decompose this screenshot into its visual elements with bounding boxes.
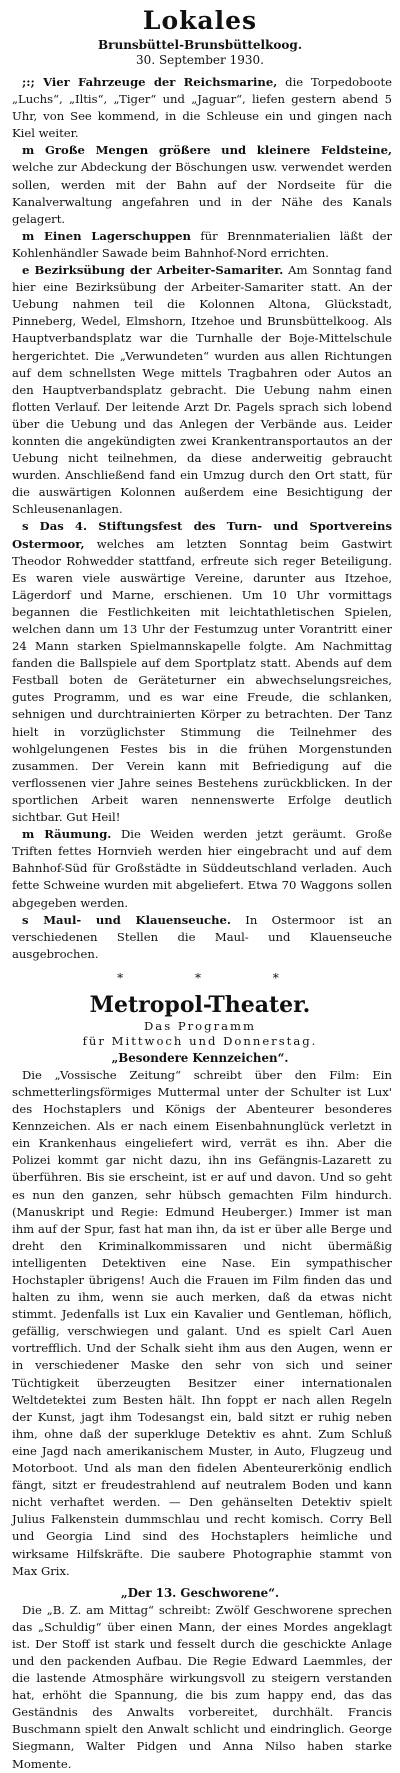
news-item <box>12 262 392 518</box>
film2-title: „Der 13. Geschworene“. <box>120 1585 280 1600</box>
news-item-body: die Torpedoboote „Luchs“, „Iltis“, „Tiger“ und „Jaguar“, liefen gestern abend 5 Uhr, von See kommend, in die Schleuse ein und gingen nach Kiel weiter. <box>12 75 392 141</box>
news-item-body: In Ostermoor ist an verschiedenen Stellen die Maul- und Klauenseuche ausgebrochen. <box>12 912 393 961</box>
program-line-1: Das Programm <box>143 1018 257 1033</box>
film1-title: „Besondere Kennzeichen“. <box>111 1050 289 1065</box>
news-item-body: Am Sonntag fand hier eine Bezirksübung der Arbeiter-Samariter statt. An der Uebung nahmen teil die Kolonnen Altona, Glückstadt, Pinneberg, Wedel, Elmshorn, Itzehoe und Brunsbüttelkoog. Als Hauptverbandsplatz war die Turnhalle der Boje-Mittelschule hergerichtet. Die „Verwundeten“ wurden aus allen Richtungen auf dem schnellsten Wege mittels Tragbahren oder Autos an den Hauptverbandsplatz gebracht. Die Uebung nahm einen flotten Verlauf. Der leitende Arzt Dr. Pagels sprach sich lobend über die Uebung und das Anlegen der Verbände aus. Leider konnten die angekündigten zwei Krankentransportautos an der Uebung nicht teilnehmen, da diese anderweitig gebraucht wurden. Anschließend fand ein Umzug durch den Ort statt, für die auswärtigen Kolonnen außerdem eine Besichtigung der Schleusenanlagen. <box>12 263 392 517</box>
film2-review: Die „B. Z. am Mittag“ schreibt: Zwölf Geschworene sprechen das „Schuldig“ über einen Mann, der eines Mordes angeklagt ist. Der Stoff ist stark und fesselt durch die geschickte Anlage und den packenden Aufbau. Die Regie Edward Laemmles, der die lastende Atmosphäre wirkungsvoll zu steigern verstanden hat, erhöht die Spannung, die bis zum happy end, das das Geständnis des Anwalts vorbereitet, durchhält. Francis Buschmann spielt den Anwalt schlicht und eindringlich. George Siegmann, Walter Pidgen und Anna Nilso haben starke Momente. <box>12 1602 392 1771</box>
news-item <box>12 74 392 142</box>
news-item-lead: m Große Mengen größere und kleinere Feldsteine, <box>22 143 392 158</box>
news-item <box>12 826 392 911</box>
news-item-lead: m Einen Lagerschuppen <box>22 228 191 243</box>
news-item-lead: ;:; Vier Fahrzeuge der Reichsmarine, <box>22 75 278 89</box>
film2-review-block <box>0 1602 400 1773</box>
news-item-lead: s Das 4. Stiftungsfest des Turn- und Sportvereins Ostermoor, <box>12 519 392 551</box>
film1-review-block <box>0 1067 400 1580</box>
theater-section <box>0 991 400 1773</box>
section-divider: * * * <box>117 970 313 985</box>
dateline-date: 30. September 1930. <box>136 53 264 67</box>
news-item-lead: e Bezirksübung der Arbeiter-Samariter. <box>22 263 284 278</box>
program-line-2: für Mittwoch und Donnerstag. <box>82 1033 318 1048</box>
news-item <box>12 518 392 826</box>
news-item-lead: s Maul- und Klauenseuche. <box>22 912 231 927</box>
news-item-body: für Brennmaterialien läßt der Kohlenhändler Sawade beim Bahnhof-Nord errichten. <box>12 228 392 260</box>
section-title: Lokales <box>142 6 258 35</box>
news-item-body: welche zur Abdeckung der Böschungen usw. verwendet werden sollen, werden mit der Bahn auf der Nordseite für die Kanalverwaltung angefahren und in der Nähe des Kanals gelagert. <box>12 160 392 226</box>
film1-review: Die „Vossische Zeitung“ schreibt über den Film: Ein schmetterlingsförmiges Muttermal unter der Schulter ist Lux' des Hochstaplers und Königs der Abenteurer besonderes Kennzeichen. Als er nach einem Eisenbahnunglück verletzt in ein Krankenhaus eingeliefert wird, verrät es ihn. Aber die Polizei kommt gar nicht dazu, ihn ins Gefängnis-Lazarett zu überführen. Bis sie erscheint, ist er auf und davon. Und so geht es nun den ganzen, sehr hübsch gemachten Film hindurch. (Manuskript und Regie: Edmund Heuberger.) Immer ist man ihm auf der Spur, fast hat man ihn, da ist er über alle Berge und dreht den Kriminalkommissaren und nicht übermäßig intelligenten Detektiven eine Nase. Ein sympathischer Hochstapler übrigens! Auch die Frauen im Film finden das und halten zu ihm, wenn sie auch merken, daß da etwas nicht stimmt. Jedenfalls ist Lux ein Kavalier und Gentleman, höflich, gefällig, verschwiegen und galant. Und es spielt Carl Auen vortrefflich. Und der Schalk sieht ihm aus den Augen, wenn er in verschiedener Maske den sehr von sich und seiner Tüchtigkeit überzeugten Besitzer einer internationalen Weltdetektei zum Besten hält. Ihn foppt er nach allen Regeln der Kunst, jagt ihm Todesangst ein, bald sitzt er ruhig neben ihm, ohne daß der superkluge Detektiv es ahnt. Zum Schluß eine Jagd nach amerikanischem Muster, in Auto, Flugzeug und Motorboot. Und als man den fidelen Abenteurerkönig endlich fängt, sitzt er freudestrahlend auf neutralem Boden und kann nicht verhaftet werden. — Den gehänselten Detektiv spielt Julius Falkenstein dummschlau und recht komisch. Corry Bell und Georgia Lind sind des Hochstaplers heimliche und wirksame Hilfskräfte. Die saubere Photographie stammt von Max Grix. <box>12 1067 392 1578</box>
dateline-place: Brunsbüttel-Brunsbüttelkoog. <box>98 38 302 52</box>
news-item-body: Die Weiden werden jetzt geräumt. Große Triften fettes Hornvieh werden hier eingebracht und auf dem Bahnhof-Süd für Großstädte in Süddeutschland verladen. Auch fette Schweine wurden mit abgeliefert. Etwa 70 Waggons sollen abgegeben werden. <box>12 827 393 910</box>
masthead <box>0 6 400 68</box>
news-item-body: welches am letzten Sonntag beim Gastwirt Theodor Rohwedder stattfand, erfreute sich reger Beteiligung. Es waren viele auswärtige Vereine, darunter aus Itzehoe, Lägerdorf und Marne, erschienen. Um 10 Uhr vormittags begannen die Festlichkeiten mit leichtathletischen Spielen, welchen dann um 13 Uhr der Festumzug unter Vorantritt einer 24 Mann starken Spielmannskapelle folgte. Am Nachmittag fanden die Ballspiele auf dem Sportplatz statt. Abends auf dem Festball boten de Geräteturner ein abwechselungsreiches, gutes Programm, und es war eine Freude, die schlanken, sehnigen und durchtrainierten Körper zu betrachten. Der Tanz hielt in vorzüglichster Stimmung die Teilnehmer des wohlgelungenen Festes bis in die frühen Morgenstunden zusammen. Der Verein kann mit Befriedigung auf die verflossenen vier Jahre seines Bestehens zurückblicken. In der sportlichen Arbeit waren nennenswerte Erfolge deutlich sichtbar. Gut Heil! <box>12 536 392 825</box>
news-item <box>12 228 392 262</box>
news-item-lead: m Räumung. <box>22 827 112 842</box>
local-news-column <box>0 74 400 963</box>
news-item <box>12 912 392 963</box>
theater-title: Metropol-Theater. <box>89 991 311 1018</box>
news-item <box>12 142 392 227</box>
